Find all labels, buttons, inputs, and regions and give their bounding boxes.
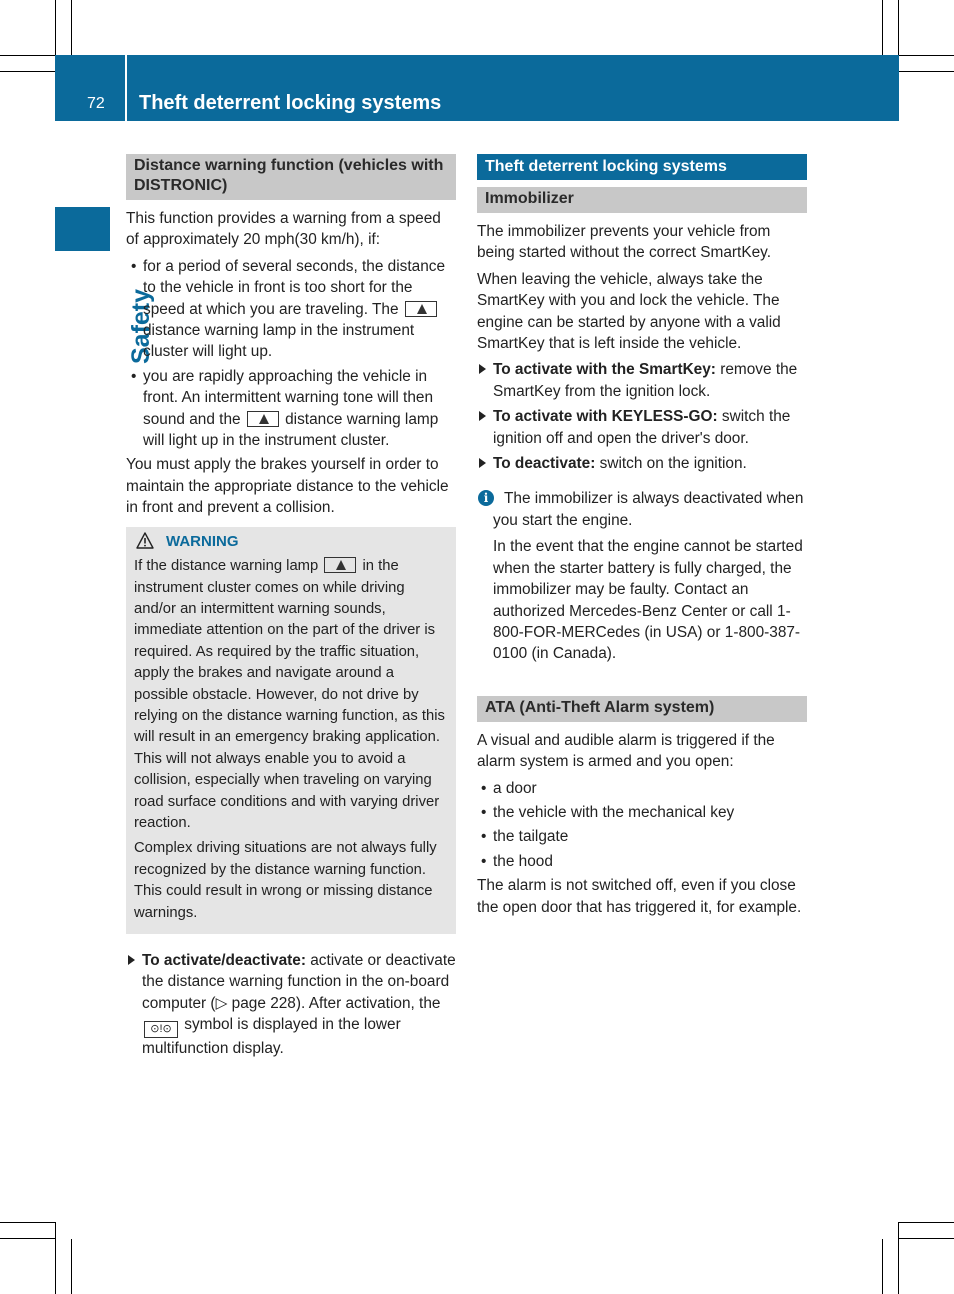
warning-text: in the instrument cluster comes on while driving and/or an intermittent warning sounds, immediate attention on the part of the driver is required. As required by the traffic situation, apply the brakes and navigate around a possible obstacle. However, do not drive by relying on the distance warning function, as this will result in an emergency braking application. This will not always enable you to avoid a collision, especially when traveling on varying road surface conditions and with varying driver reaction. (134, 558, 445, 831)
distronic-symbol-icon: ⊙!⊙ (144, 1021, 178, 1038)
info-icon: i (478, 490, 494, 506)
ata-outro: The alarm is not switched off, even if you close the open door that has triggered it, for example. (477, 877, 802, 916)
intro-paragraph: This function provides a warning from a speed of approximately 20 mph(30 km/h), if: (126, 210, 441, 249)
crop-mark (898, 0, 899, 55)
warning-text: If the distance warning lamp (134, 558, 319, 575)
info-paragraph: The immobilizer is always deactivated when you start the engine. (493, 490, 804, 529)
instruction-step (477, 453, 807, 474)
crop-mark (882, 1239, 883, 1294)
step-text: symbol is displayed in the lower multifunction display. (142, 1016, 401, 1058)
warning-paragraph: Complex driving situations are not always fully recognized by the distance warning function. This could result in wrong or missing distance warnings. (134, 840, 437, 921)
immobilizer-paragraph: The immobilizer prevents your vehicle from being started without the correct SmartKey. (477, 223, 771, 262)
list-item: • the tailgate (477, 826, 807, 847)
page-header (55, 55, 899, 121)
left-column (126, 154, 456, 1064)
step-label: To activate/deactivate: (142, 952, 306, 969)
subsection-heading-immobilizer: Immobilizer (477, 187, 807, 213)
crop-mark (899, 1238, 954, 1239)
right-column (477, 154, 807, 923)
ata-intro: A visual and audible alarm is triggered if the alarm system is armed and you open: (477, 731, 775, 771)
instruction-step (126, 950, 456, 1060)
instruction-step (477, 406, 807, 449)
step-text: switch on the ignition. (599, 455, 747, 473)
step-arrow-icon (479, 458, 486, 468)
step-label: To activate with KEYLESS-GO: (493, 408, 718, 426)
list-item: • the vehicle with the mechanical key (477, 802, 807, 823)
list-item: • a door (477, 778, 807, 799)
step-text: switch the ignition off and open the driver's door. (493, 408, 791, 447)
page-number: 72 (87, 95, 105, 112)
distance-warning-lamp-icon (247, 411, 279, 427)
ata-trigger-list (477, 778, 807, 873)
step-arrow-icon (479, 411, 486, 421)
warning-triangle-icon (136, 532, 154, 550)
crop-mark (899, 55, 954, 56)
crop-mark (0, 71, 55, 72)
warning-header (134, 531, 448, 552)
crop-mark (882, 0, 883, 55)
distance-warning-lamp-icon (324, 557, 356, 573)
warning-title: WARNING (166, 532, 239, 550)
crop-mark (0, 1222, 55, 1223)
crop-mark (55, 0, 56, 55)
crop-mark (71, 1239, 72, 1294)
bullet-text: distance warning lamp will light up in the instrument cluster. (143, 410, 439, 450)
step-label: To deactivate: (493, 455, 596, 473)
crop-mark (71, 0, 72, 55)
bullet-text: you are rapidly approaching the vehicle in front. An intermittent warning tone will then sound and the (143, 367, 434, 428)
page-title: Theft deterrent locking systems (139, 92, 442, 114)
crop-mark (0, 55, 55, 56)
list-item: • the hood (477, 851, 807, 872)
list-item (126, 256, 456, 363)
step-text: activate or deactivate the distance warning function in the on-board computer ( (142, 952, 456, 1012)
page-reference-link[interactable]: ▷ page 228 (215, 994, 296, 1012)
section-heading-theft-deterrent: Theft deterrent locking systems (477, 154, 807, 180)
immobilizer-paragraph: When leaving the vehicle, always take the SmartKey with you and lock the vehicle. The engine can be started by anyone with a valid SmartKey that is left inside the vehicle. (477, 270, 781, 353)
bullet-text: for a period of several seconds, the distance to the vehicle in front is too short for the speed at which you are traveling. The (143, 257, 446, 318)
crop-mark (899, 71, 954, 72)
crop-mark (0, 1238, 55, 1239)
side-tab-label: Safety (127, 288, 155, 364)
step-text: remove the SmartKey from the ignition lock. (493, 361, 798, 400)
distance-warning-lamp-icon (405, 301, 437, 317)
step-label: To activate with the SmartKey: (493, 361, 716, 379)
bullet-text: distance warning lamp in the instrument cluster will light up. (143, 322, 415, 361)
info-paragraph: In the event that the engine cannot be started when the starter battery is fully charged, the immobilizer may be faulty. Contact an authorized Mercedes-Benz Center or call 1-800-FOR-MERCedes (in USA) or 1-800-387-0100 (in Canada). (493, 538, 803, 663)
info-note (477, 488, 807, 664)
crop-mark (898, 1222, 899, 1294)
step-text: ). After activation, the (295, 994, 441, 1012)
step-arrow-icon (479, 364, 486, 374)
section-heading-ata: ATA (Anti-Theft Alarm system) (477, 696, 807, 722)
warning-box (126, 527, 456, 934)
list-item (126, 366, 456, 452)
instruction-step (477, 359, 807, 402)
step-arrow-icon (128, 955, 135, 965)
crop-mark (899, 1222, 954, 1223)
header-divider (125, 55, 127, 121)
section-heading-distance-warning: Distance warning function (vehicles with DISTRONIC) (126, 154, 456, 200)
outro-paragraph: You must apply the brakes yourself in order to maintain the appropriate distance to the vehicle in front and prevent a collision. (126, 456, 449, 517)
crop-mark (55, 1222, 56, 1294)
warning-paragraph (134, 556, 448, 834)
condition-list (126, 256, 456, 452)
